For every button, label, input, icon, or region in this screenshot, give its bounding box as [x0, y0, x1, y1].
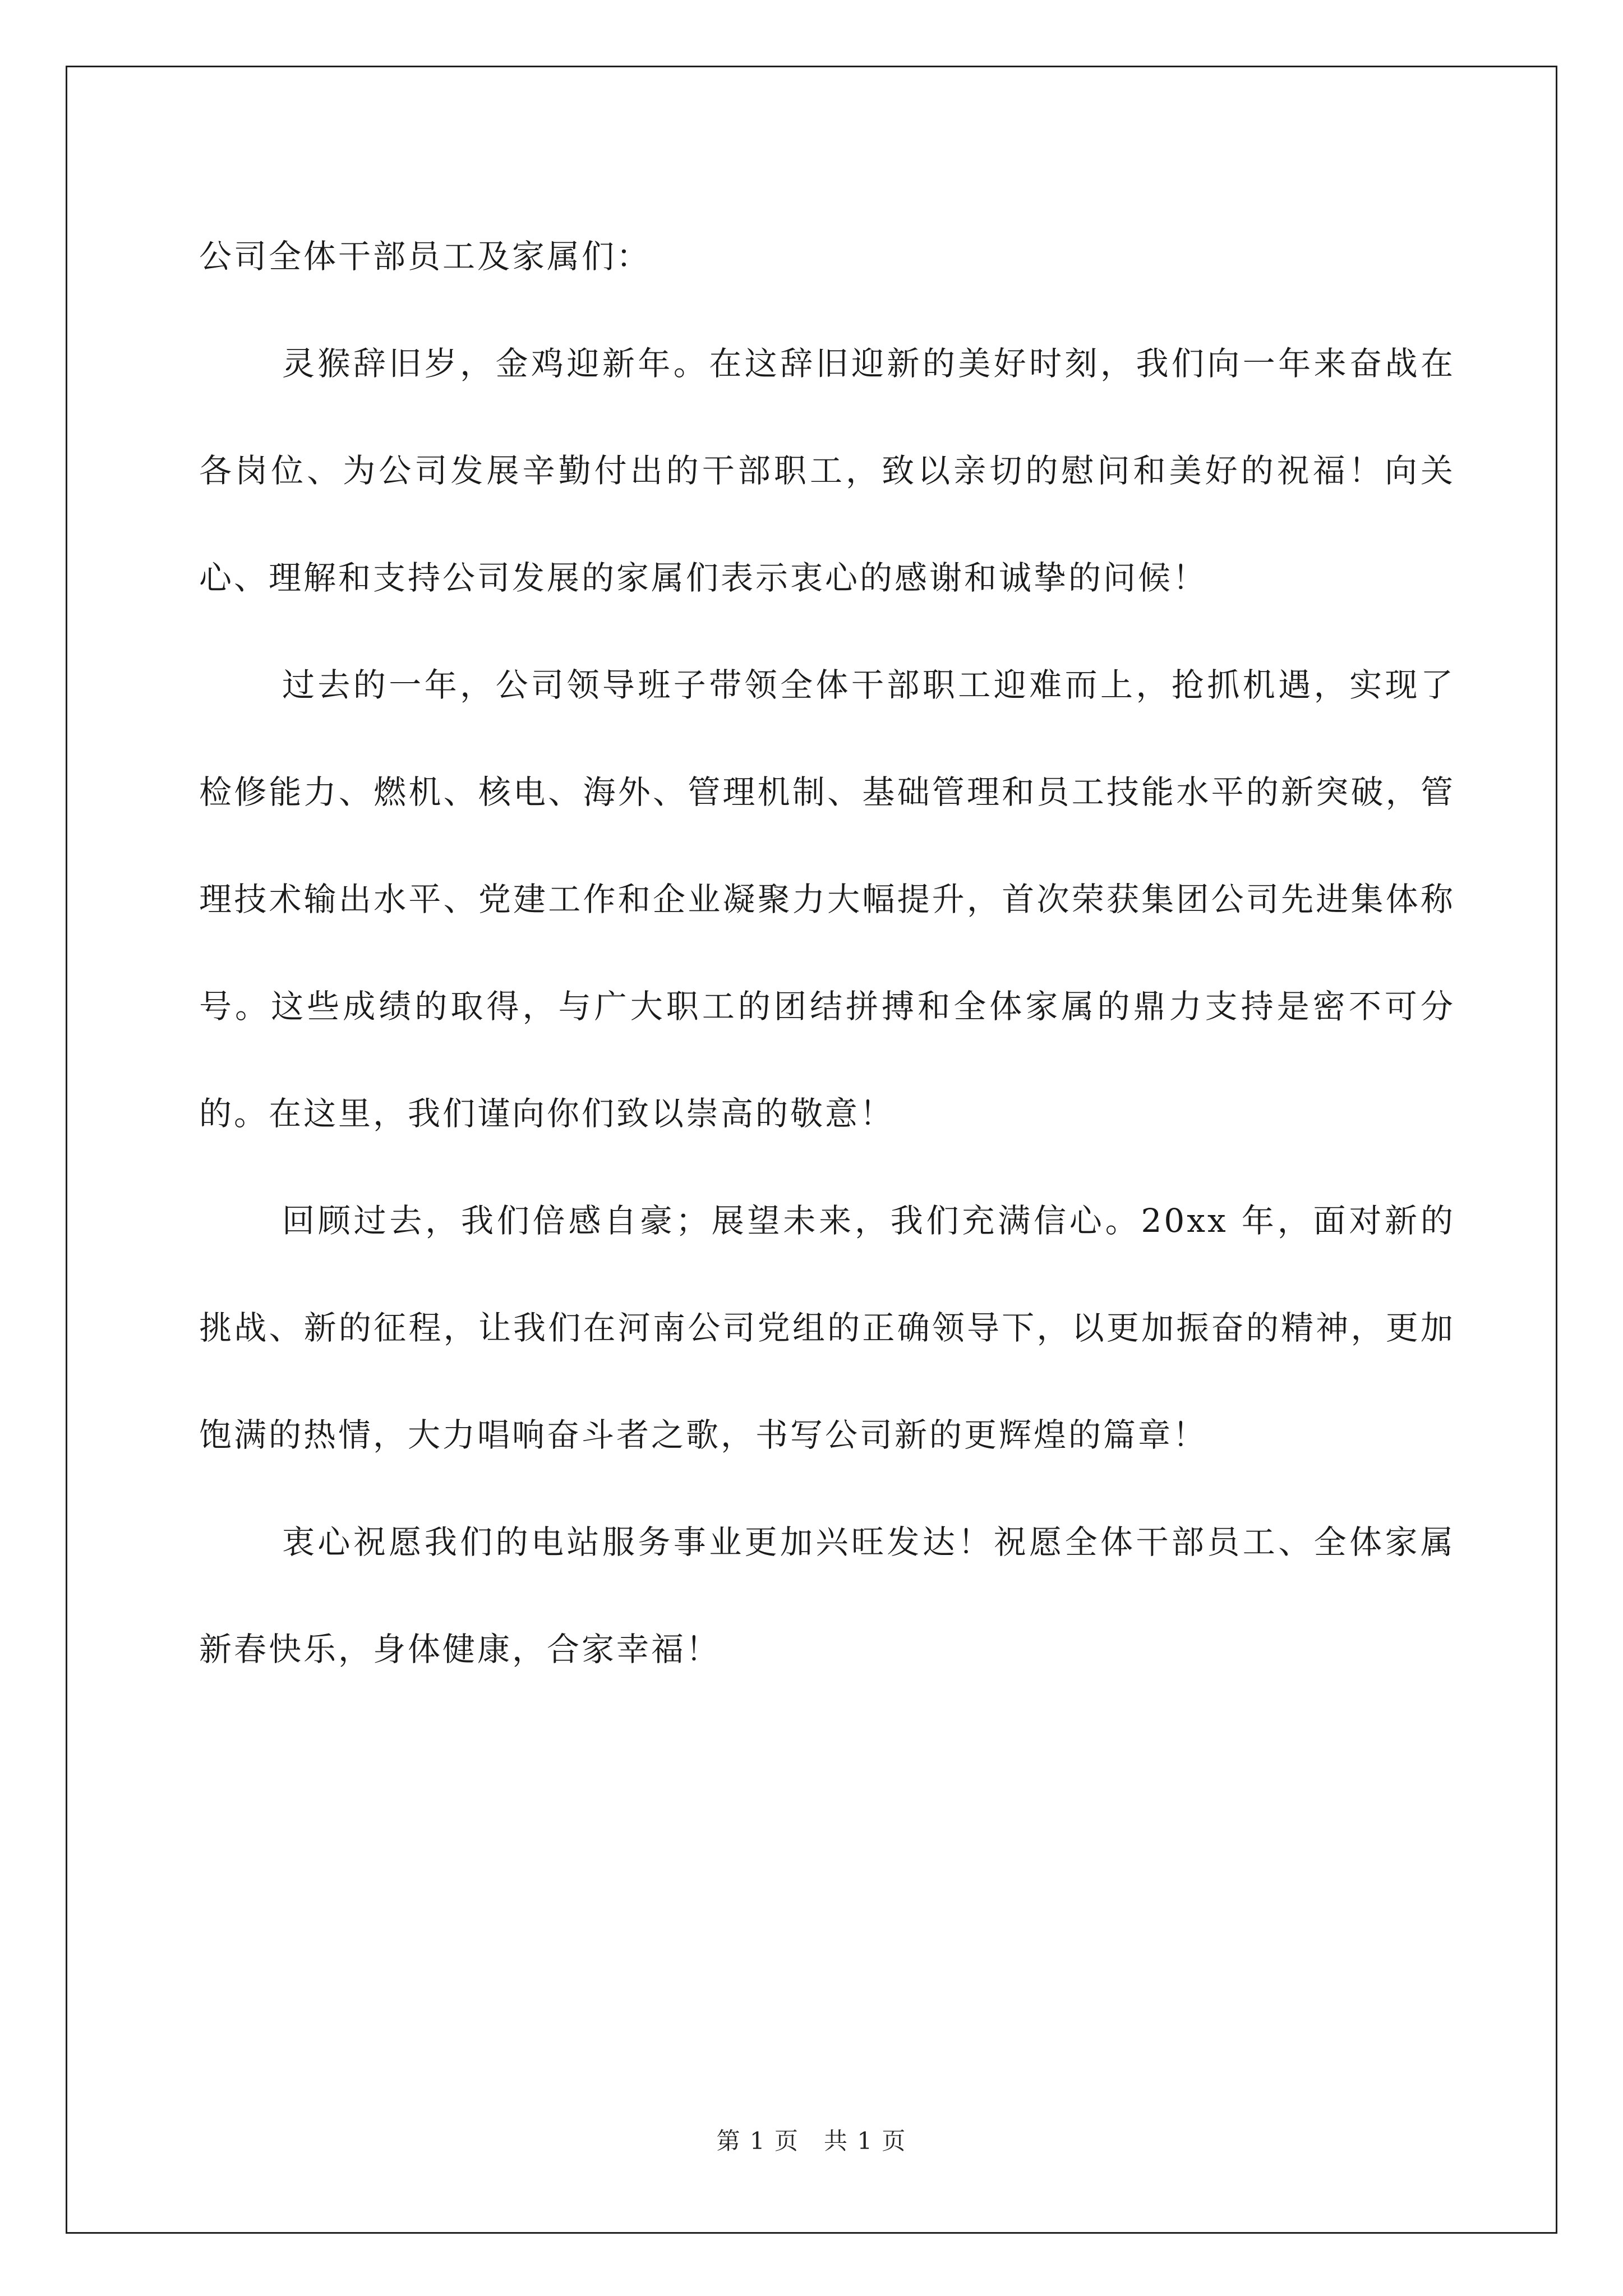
salutation: 公司全体干部员工及家属们： [199, 237, 652, 275]
paragraph-review: 过去的一年，公司领导班子带领全体干部职工迎难而上，抢抓机遇，实现了检修能力、燃机、核电、海外、管理机制、基础管理和员工技能水平的新突破，管理技术输出水平、党建工作和企业凝聚力大幅提升，首次荣获集团公司先进集体称号。这些成绩的取得，与广大职工的团结拼搏和全体家属的鼎力支持是密不可分的。在这里，我们谨向你们致以崇高的敬意！ [199, 666, 1455, 1133]
letter-body [199, 203, 1455, 1703]
paragraph-greeting: 灵猴辞旧岁，金鸡迎新年。在这辞旧迎新的美好时刻，我们向一年来奋战在各岗位、为公司发展辛勤付出的干部职工，致以亲切的慰问和美好的祝福！向关心、理解和支持公司发展的家属们表示衷心的感谢和诚挚的问候！ [199, 344, 1455, 597]
page-number: 第 1 页 共 1 页 [716, 2127, 907, 2155]
paragraph-wishes: 衷心祝愿我们的电站服务事业更加兴旺发达！祝愿全体干部员工、全体家属新春快乐，身体健康，合家幸福！ [199, 1523, 1455, 1668]
paragraph-outlook: 回顾过去，我们倍感自豪；展望未来，我们充满信心。20xx 年，面对新的挑战、新的征程，让我们在河南公司党组的正确领导下，以更加振奋的精神，更加饱满的热情，大力唱响奋斗者之歌，书写公司新的更辉煌的篇章！ [199, 1202, 1455, 1454]
